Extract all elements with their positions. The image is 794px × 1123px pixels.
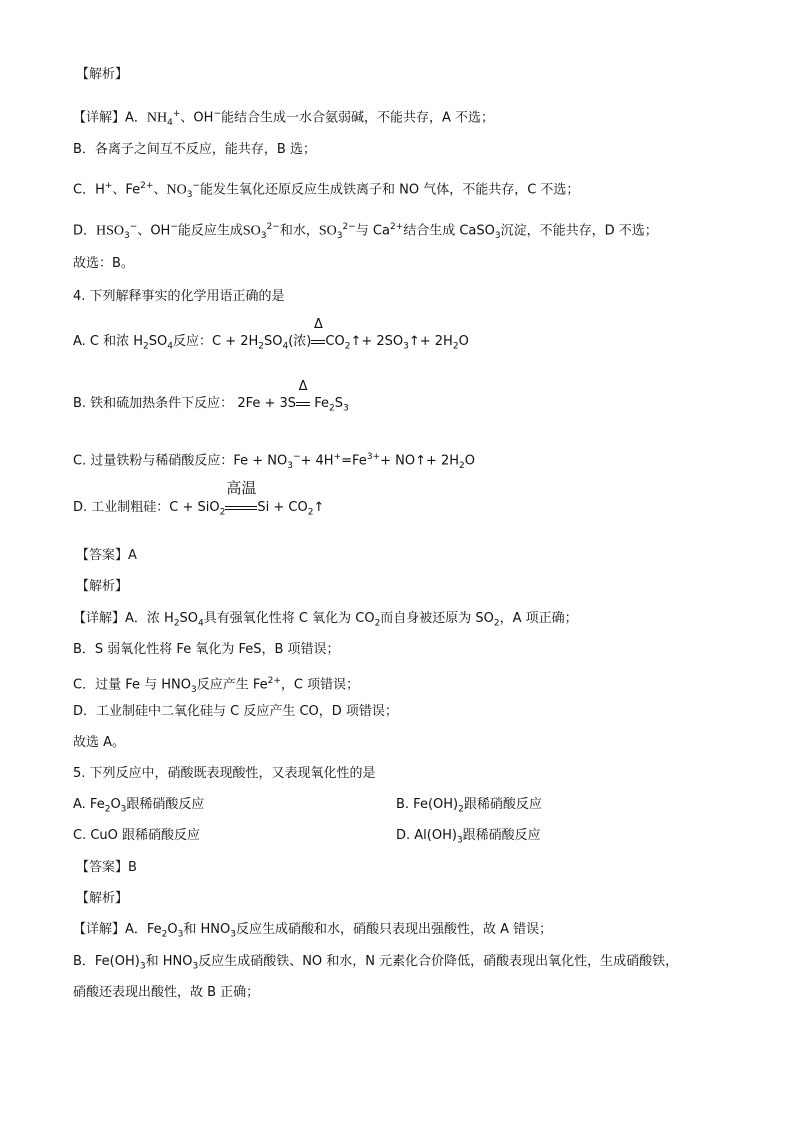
q4-option-a: A. C 和浓 $H_2SO_4$反应：$C + 2H_2SO_4$(浓) Δ $CO_2↑+$ $2SO_3↑+ 2H_2O$ xyxy=(73,317,469,352)
q5-option-b: B. $Fe(OH)_2$跟稀硝酸反应 xyxy=(396,797,542,815)
q5-option-a: A. $Fe_2O_3$跟稀硝酸反应 xyxy=(73,797,205,815)
section-label-analysis: 【解析】 xyxy=(76,67,129,82)
q4-option-c: C. 过量铁粉与稀硝酸反应：$Fe + NO_3^-+ 4H^+=Fe^{3+}+$ NO↑+ $2H_2O$ xyxy=(73,452,476,471)
q4-option-b: B. 铁和硫加热条件下反应： 2Fe + 3S Δ $Fe_2S_3$ xyxy=(73,379,349,414)
detail-line-b: B．S 弱氧化性将 Fe 氧化为 FeS，B 项错误； xyxy=(73,642,340,657)
answer-line-3: 故选：B。 xyxy=(73,256,134,271)
section-label-analysis: 【解析】 xyxy=(76,579,129,594)
q5-option-d: D. $Al(OH)_3$跟稀硝酸反应 xyxy=(396,828,541,846)
section-label-analysis: 【解析】 xyxy=(76,891,129,906)
detail-line-b-cont: 硝酸还表现出酸性，故 B 正确； xyxy=(73,985,260,1000)
question-5: 5. 下列反应中，硝酸既表现酸性，又表现氧化性的是 xyxy=(73,766,376,781)
answer-label-5: 【答案】B xyxy=(76,860,137,875)
detail-line-d: D．工业制硅中二氧化硅与 C 反应产生 CO，D 项错误； xyxy=(73,704,398,719)
q5-option-c: C. CuO 跟稀硝酸反应 xyxy=(73,828,201,843)
detail-line-c: C．过量 Fe 与 $HNO_3$反应产生 $Fe^{2+}$，C 项错误； xyxy=(73,676,360,695)
detail-line-a: 【详解】A．$NH_4^+$、OH−能结合生成一水合氨弱碱，不能共存，A 不选； xyxy=(73,109,495,128)
answer-line-4: 故选 A。 xyxy=(73,735,126,750)
detail-line-d: D．$HSO_3^-$、OH−能反应生成$SO_3^{2-}$和水，$SO_3^{2-}$与 $Ca^{2+}$结合生成 CaSO$_3$沉淀，不能共存，D 不选； xyxy=(73,222,658,241)
q4-option-d: D. 工业制粗硅：C + SiO$_2$ 高温 $Si + CO_2↑$ xyxy=(73,479,325,518)
detail-line-a: 【详解】A．$Fe_2O_3$和 $HNO_3$反应生成硝酸和水，硝酸只表现出强酸性，故 A 错误； xyxy=(73,922,553,940)
answer-label-4: 【答案】A xyxy=(76,548,137,563)
detail-line-b: B．各离子之间互不反应，能共存，B 选； xyxy=(73,142,316,157)
detail-line-b: B．$Fe(OH)_3$和 $HNO_3$反应生成硝酸铁、NO 和水，N 元素化合价降低，硝酸表现出氧化性，生成硝酸铁， xyxy=(73,954,679,972)
detail-line-a: 【详解】A．浓 $H_2SO_4$具有强氧化性将 C 氧化为 $CO_2$而自身被还原为 $SO_2$，A 项正确； xyxy=(73,611,578,629)
delta-symbol: Δ xyxy=(298,379,308,394)
question-4: 4. 下列解释事实的化学用语正确的是 xyxy=(73,289,285,304)
high-temp-label: 高温 xyxy=(226,479,257,497)
delta-symbol: Δ xyxy=(313,317,323,332)
detail-line-c: C．H+、$Fe^{2+}$、$NO_3^-$能发生氧化还原反应生成铁离子和 NO 气体，不能共存，C 不选； xyxy=(73,181,580,200)
